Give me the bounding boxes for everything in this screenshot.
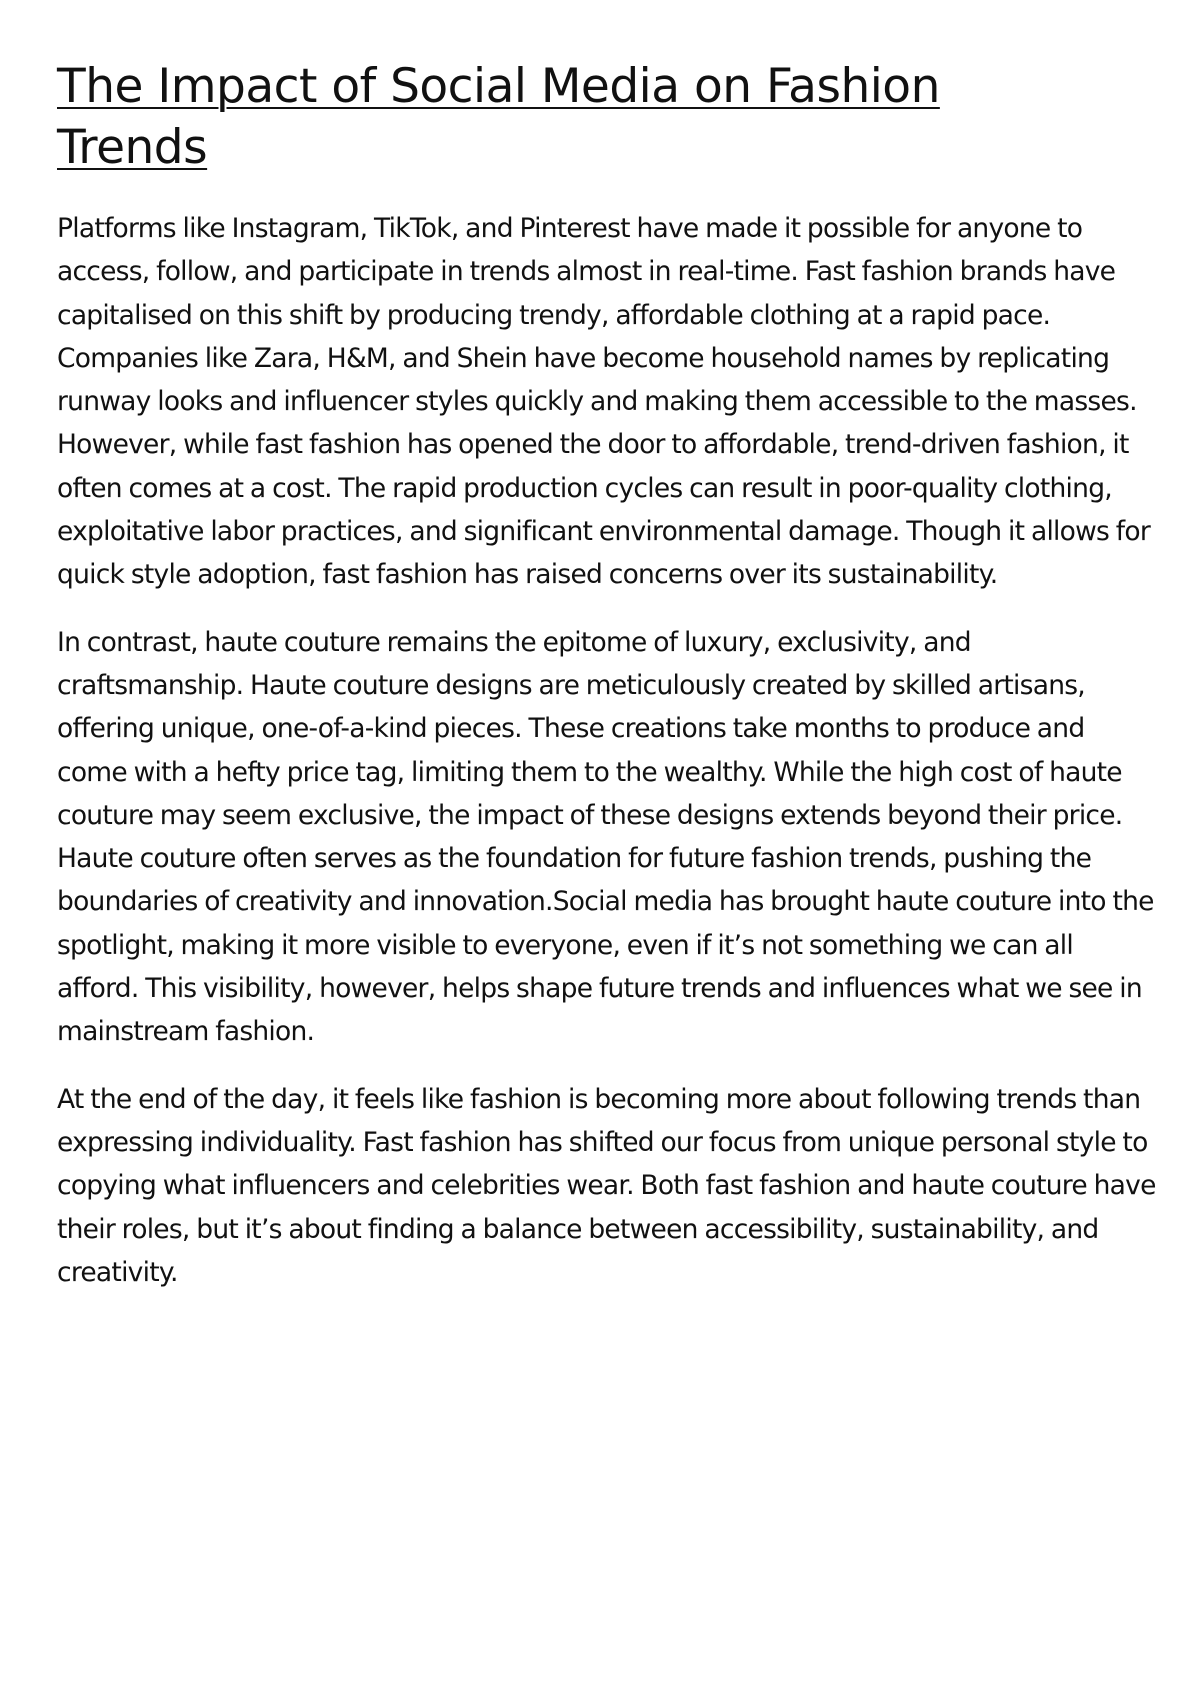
paragraph-social-media-fast-fashion: Platforms like Instagram, TikTok, and Pinterest have made it possible for anyone to access, follow, and participate in trends almost in real-time. Fast fashion brands have capitalised on this shift by producing trendy, affordable clothing at a rapid pace. Companies like Zara, H&M, and Shein have become household names by replicating runway looks and influencer styles quickly and making them accessible to the masses. However, while fast fashion has opened the door to affordable, trend-driven fashion, it often comes at a cost. The rapid production cycles can result in poor-quality clothing, exploitative labor practices, and significant environmental damage. Though it allows for quick style adoption, fast fashion has raised concerns over its sustainability. [57,213,1150,591]
paragraph-conclusion: At the end of the day, it feels like fashion is becoming more about following trends than expressing individuality. Fast fashion has shifted our focus from unique personal style to copying what influencers and celebrities wear. Both fast fashion and haute couture have their roles, but it’s about finding a balance between accessibility, sustainability, and creativity. [57,1083,1156,1288]
page-title: The Impact of Social Media on Fashion Trends [57,59,940,175]
paragraph-haute-couture: In contrast, haute couture remains the epitome of luxury, exclusivity, and craftsmanship. Haute couture designs are meticulously created by skilled artisans, offering unique, one-of-a-kind pieces. These creations take months to produce and come with a hefty price tag, limiting them to the wealthy. While the high cost of haute couture may seem exclusive, the impact of these designs extends beyond their price. Haute couture often serves as the foundation for future fashion trends, pushing the boundaries of creativity and innovation.Social media has brought haute couture into the spotlight, making it more visible to everyone, even if it’s not something we can all afford. This visibility, however, helps shape future trends and influences what we see in mainstream fashion. [57,626,1154,1048]
